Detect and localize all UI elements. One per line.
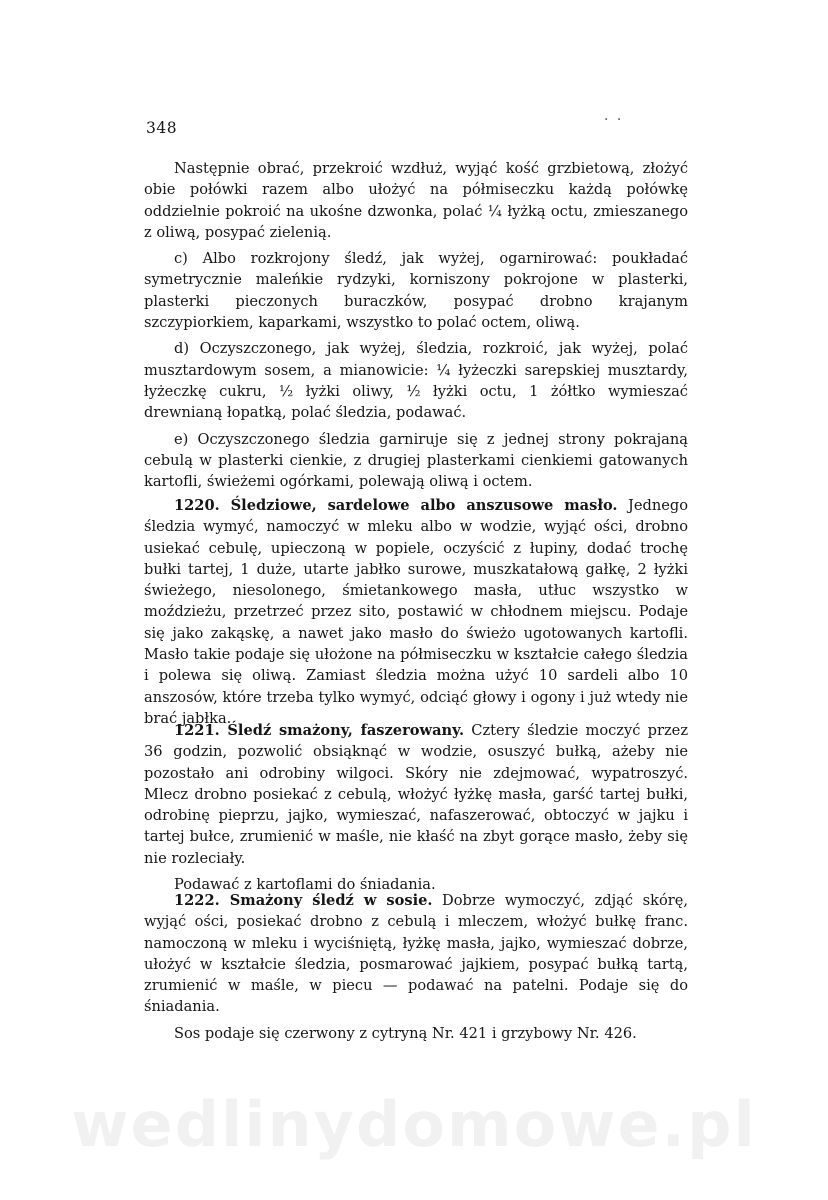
intro-paragraph-d: d) Oczyszczonego, jak wyżej, śledzia, rozkroić, jak wyżej, polać musztardowym sosem, a mianowicie: ¼ łyżeczki sarepskiej musztardy, łyżeczkę cukru, ½ łyżki oliwy, ½ łyżki octu, 1 żółtko wymieszać drewnianą łopatką, polać śledzia, podawać. — [144, 340, 688, 422]
intro-section — [144, 158, 688, 492]
recipe-1222-text: Dobrze wymoczyć, zdjąć skórę, wyjąć ości, posiekać drobno z cebulą i mleczem, włożyć bułkę franc. namoczoną w mleku i wyciśniętą, łyżkę masła, jajko, wymieszać dobrze, ułożyć w kształcie śledzia, posmarować jajkiem, posypać bułką tartą, zrumienić w maśle, w piecu — podawać na patelni. Podaje się do śniadania. — [144, 892, 688, 1016]
watermark: wedlinydomowe.pl — [71, 1088, 757, 1161]
page-number: 348 — [146, 119, 178, 137]
recipe-1221-text: Cztery śledzie moczyć przez 36 godzin, pozwolić obsiąknąć w wodzie, osuszyć bułką, ażeby nie pozostało ani odrobiny wilgoci. Skóry nie zdejmować, wypatroszyć. Mlecz drobno posiekać z cebulą, włożyć łyżkę masła, garść tartej bułki, odrobinę pieprzu, jajko, wymieszać, nafaszerować, obtoczyć w jajku i tartej bułce, zrumienić w maśle, nie kłaść na zbyt gorące masło, żeby się nie rozleciały. — [144, 722, 689, 867]
recipe-1222-title: 1222. Smażony śledź w sosie. — [174, 892, 433, 909]
recipe-1221-serving: Podawać z kartoflami do śniadania. — [174, 876, 436, 894]
recipe-1221 — [144, 720, 688, 895]
intro-paragraph-e: e) Oczyszczonego śledzia garniruje się z jednej strony pokrajaną cebulą w plasterki cienkie, z drugiej plasterkami cienkiemi gatowanych kartofli, świeżemi ogórkami, polewają oliwą i octem. — [144, 430, 688, 491]
recipe-1222 — [144, 890, 688, 1044]
intro-paragraph-1: Następnie obrać, przekroić wzdłuż, wyjąć kość grzbietową, złożyć obie połówki razem albo ułożyć na półmiseczku każdą połówkę oddzielnie pokroić na ukośne dzwonka, polać ¼ łyżką octu, zmieszanego z oliwą, posypać zielenią. — [144, 160, 688, 241]
recipe-1222-paragraph — [144, 890, 688, 1018]
recipe-1220-paragraph — [144, 495, 688, 729]
recipe-1220-text: Jednego śledzia wymyć, namoczyć w mleku albo w wodzie, wyjąć ości, drobno usiekać cebulę, upieczoną w popiele, oczyścić z łupiny, dodać trochę bułki tartej, 1 duże, utarte jabłko surowe, muszkatałową gałkę, 2 łyżki świeżego, niesolonego, śmietankowego masła, utłuc wszystko w moździeżu, przetrzeć przez sito, postawić w chłodnem miejscu. Podaje się jako zakąskę, a nawet jako masło do świeżo ugotowanych kartofli. Masło takie podaje się ułożone na półmiseczku w kształcie całego śledzia i polewa się oliwą. Zamiast śledzia można użyć 10 sardeli albo 10 anszosów, które trzeba tylko wymyć, odciąć głowy i ogony i już wtedy nie brać jabłka. — [144, 497, 688, 727]
corner-marks: · · — [604, 112, 624, 128]
recipe-1221-title: 1221. Śledź smażony, faszerowany. — [174, 722, 465, 739]
recipe-1220-title: 1220. Śledziowe, sardelowe albo anszusowe masło. — [174, 497, 618, 514]
recipe-1220 — [144, 495, 688, 729]
recipe-1221-paragraph — [144, 720, 688, 869]
intro-paragraph-c: c) Albo rozkrojony śledź, jak wyżej, ogarnirować: poukładać symetrycznie maleńkie rydzyki, korniszony pokrojone w plasterki, plasterki pieczonych buraczków, posypać drobno krajanym szczypiorkiem, kaparkami, wszystko to polać octem, oliwą. — [144, 250, 688, 332]
recipe-1222-sauce: Sos podaje się czerwony z cytryną Nr. 421 i grzybowy Nr. 426. — [174, 1024, 637, 1042]
